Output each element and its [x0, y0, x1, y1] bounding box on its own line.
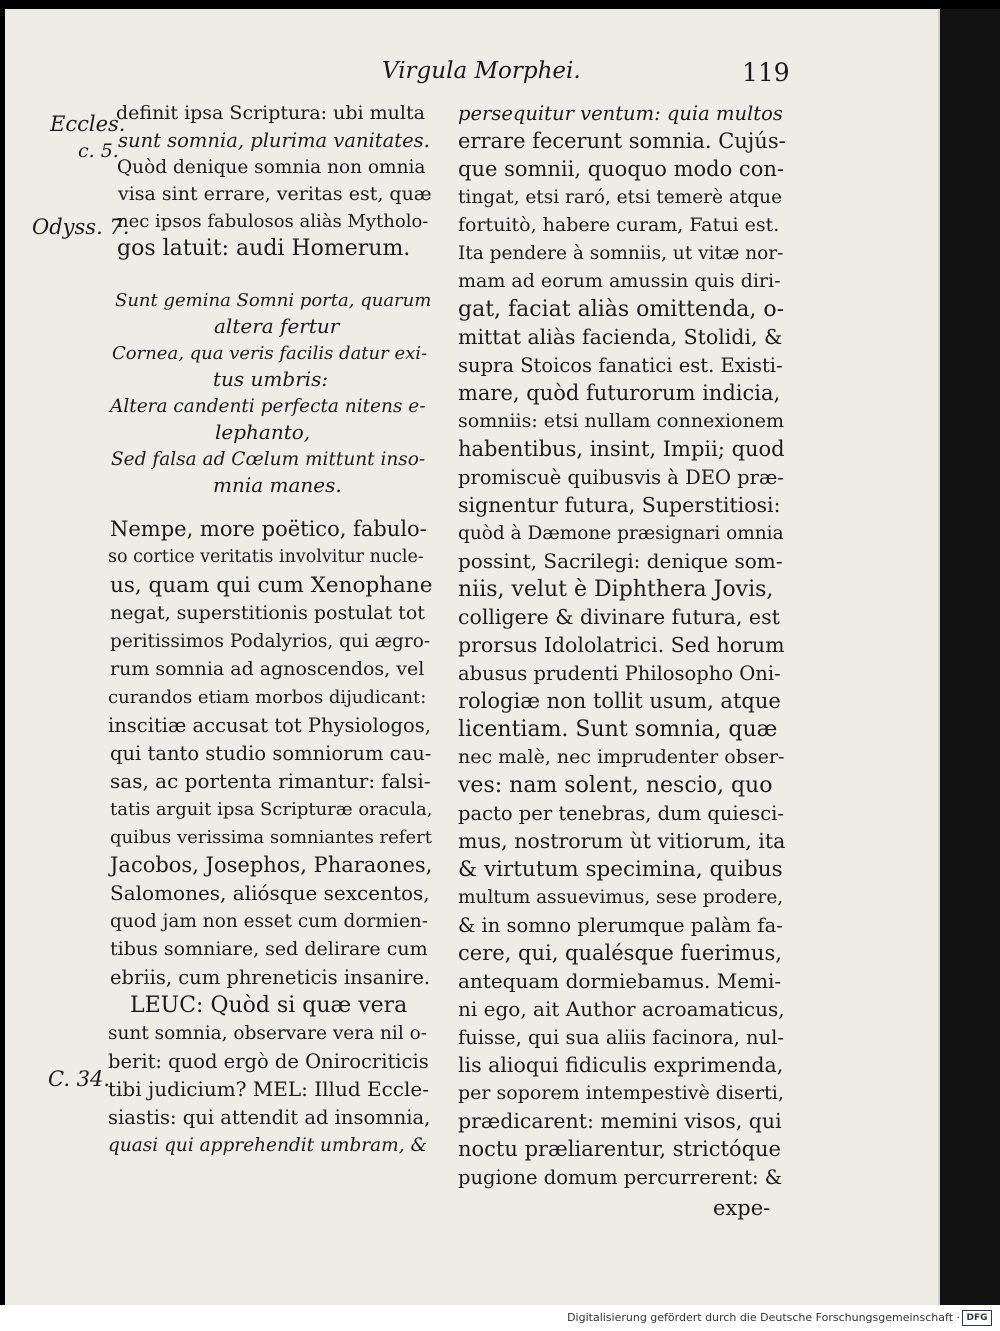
footer-bar	[0, 1305, 1000, 1331]
text-line: mam ad eorum amussin quis diri-	[458, 270, 781, 292]
text-line: tingat, etsi raró, etsi temerè atque	[458, 187, 783, 208]
catchword: expe-	[713, 1196, 771, 1220]
text-line: mittat aliàs facienda, Stolidi, &	[458, 325, 783, 349]
verse-line: altera fertur	[214, 314, 340, 338]
text-line: curandos etiam morbos dijudicant:	[108, 687, 427, 708]
text-line: pugione domum percurrerent: &	[458, 1166, 783, 1189]
text-line: rologiæ non tollit usum, atque	[458, 689, 781, 713]
text-line: us, quam qui cum Xenophane	[110, 573, 433, 598]
text-line: ebriis, cum phreneticis insanire.	[110, 966, 431, 989]
text-line: pacto per tenebras, dum quiesci-	[458, 802, 784, 825]
text-line: peritissimos Podalyrios, qui ægro-	[110, 631, 431, 652]
text-line: Nempe, more poëtico, fabulo-	[110, 517, 427, 541]
text-line: so cortice veritatis involvitur nucle-	[108, 547, 424, 567]
text-line: per soporem intempestivè diserti,	[458, 1082, 784, 1104]
text-line: quod jam non esset cum dormien-	[110, 911, 428, 932]
text-line: qui tanto studio somniorum cau-	[110, 742, 432, 765]
text-line: nec malè, nec imprudenter obser-	[458, 746, 785, 768]
text-line: gos latuit: audi Homerum.	[117, 236, 411, 261]
text-line: mare, quòd futurorum indicia,	[458, 381, 781, 405]
scan-border	[940, 9, 1000, 1305]
text-line: inscitiæ accusat tot Physiologos,	[108, 714, 431, 737]
text-line: definit ipsa Scriptura: ubi multa	[116, 102, 425, 124]
text-line: antequam dormiebamus. Memi-	[458, 969, 782, 993]
text-line: rum somnia ad agnoscendos, vel	[110, 658, 425, 680]
text-line: sas, ac portenta rimantur: falsi-	[110, 769, 431, 793]
verse-line: lephanto,	[215, 420, 311, 444]
text-line: prædicarent: memini visos, qui	[458, 1109, 782, 1133]
verse-line: Cornea, qua veris facilis datur exi-	[112, 343, 428, 364]
marginal-note: Eccles.	[50, 112, 126, 136]
verse-line: Altera candenti perfecta nitens e-	[110, 396, 426, 417]
verse-line: Sed falsa ad Cœlum mittunt inso-	[111, 449, 426, 470]
text-line: multum assuevimus, sese prodere,	[458, 887, 784, 908]
verse-line: mnia manes.	[213, 473, 342, 497]
marginal-note: c. 5.	[78, 140, 119, 162]
page-number: 119	[742, 58, 790, 87]
text-line: fortuitò, habere curam, Fatui est.	[458, 214, 780, 236]
text-line: somniis: etsi nullam connexionem	[458, 410, 785, 432]
text-line: habentibus, insint, Impii; quod	[458, 437, 785, 461]
text-line: tatis arguit ipsa Scripturæ oracula,	[110, 799, 433, 820]
text-line: ni ego, ait Author acroamaticus,	[458, 997, 785, 1021]
text-line: tibus somniare, sed delirare cum	[110, 938, 428, 960]
dfg-logo: DFG	[962, 1310, 992, 1326]
text-line: signentur futura, Superstitiosi:	[458, 493, 781, 517]
text-line: persequitur ventum: quia multos	[458, 102, 783, 125]
text-line: Quòd denique somnia non omnia	[117, 157, 426, 178]
text-line: quasi qui apprehendit umbram, &	[108, 1135, 427, 1156]
text-line: nec ipsos fabulosos aliàs Mytholo-	[117, 211, 429, 232]
text-line: LEUC: Quòd si quæ vera	[130, 993, 408, 1018]
funding-notice: Digitalisierung gefördert durch die Deutsche Forschungsgemeinschaft ·	[567, 1311, 960, 1324]
text-line: fuisse, qui sua aliis facinora, nul-	[458, 1026, 784, 1049]
text-line: Salomones, aliósque sexcentos,	[110, 881, 430, 905]
text-line: licentiam. Sunt somnia, quæ	[458, 717, 778, 742]
text-line: quibus verissima somniantes refert	[110, 827, 432, 848]
text-line: mus, nostrorum ùt vitiorum, ita	[458, 829, 786, 853]
verse-line: Sunt gemina Somni porta, quarum	[115, 290, 432, 311]
text-line: ves: nam solent, nescio, quo	[458, 773, 773, 798]
text-line: berit: quod ergò de Onirocriticis	[108, 1050, 429, 1073]
text-line: gat, faciat aliàs omittenda, o-	[458, 297, 785, 322]
text-line: & virtutum specimina, quibus	[458, 857, 783, 882]
verse-line: tus umbris:	[213, 367, 329, 391]
text-line: errare fecerunt somnia. Cujús-	[458, 129, 786, 153]
text-line: possint, Sacrilegi: denique som-	[458, 549, 783, 573]
text-line: noctu præliarentur, strictóque	[458, 1137, 781, 1161]
text-line: niis, velut è Diphthera Jovis,	[458, 577, 774, 602]
text-line: sunt somnia, observare vera nil o-	[108, 1023, 428, 1044]
text-line: visa sint errare, veritas est, quæ	[118, 183, 432, 205]
marginal-note: Odyss. 7.	[32, 215, 130, 239]
text-line: Jacobos, Josephos, Pharaones,	[110, 853, 433, 877]
text-line: cere, qui, qualésque fuerimus,	[458, 941, 782, 965]
marginal-note: C. 34.	[48, 1067, 111, 1091]
text-line: siastis: qui attendit ad insomnia,	[108, 1106, 431, 1129]
text-line: que somnii, quoquo modo con-	[458, 157, 784, 181]
text-line: supra Stoicos fanatici est. Existi-	[458, 354, 783, 377]
text-line: lis alioqui fidiculis exprimenda,	[458, 1053, 784, 1077]
text-line: quòd à Dæmone præsignari omnia	[458, 523, 784, 544]
text-line: colligere & divinare futura, est	[458, 605, 780, 629]
text-line: tibi judicium? MEL: Illud Eccle-	[108, 1077, 429, 1101]
running-head: Virgula Morphei.	[382, 58, 581, 84]
text-line: promiscuè quibusvis à DEO præ-	[458, 466, 784, 489]
text-line: sunt somnia, plurima vanitates.	[118, 129, 430, 152]
text-line: & in somno plerumque palàm fa-	[458, 914, 783, 937]
text-line: Ita pendere à somniis, ut vitæ nor-	[458, 243, 784, 264]
text-line: abusus prudenti Philosopho Oni-	[458, 662, 781, 685]
text-line: negat, superstitionis postulat tot	[110, 602, 425, 624]
text-line: prorsus Idololatrici. Sed horum	[458, 633, 785, 657]
